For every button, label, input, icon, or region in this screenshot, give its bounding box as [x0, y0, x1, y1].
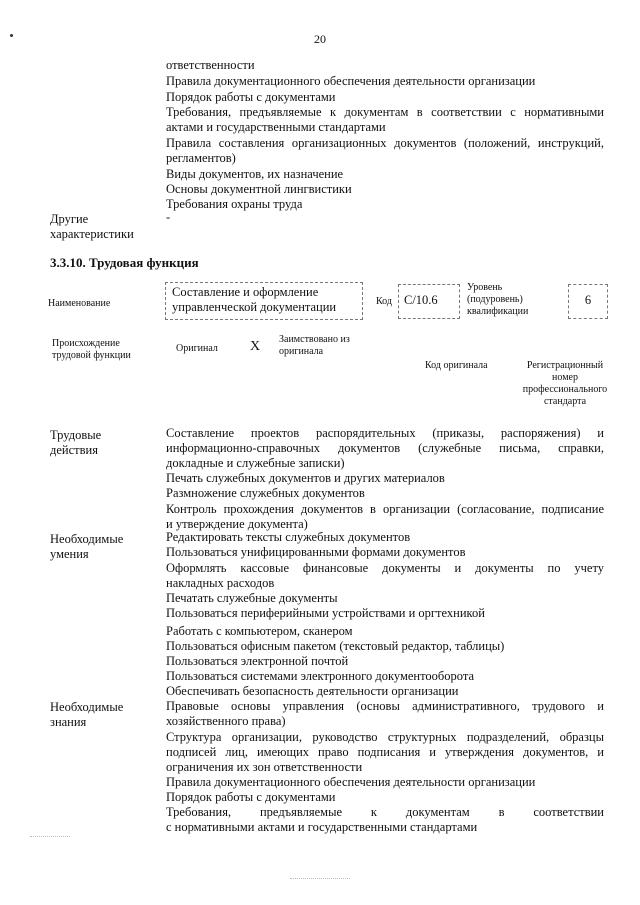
name-label: Наименование — [48, 298, 111, 309]
level-value: 6 — [584, 293, 592, 307]
list-item: Оформлять кассовые финансовые документы и документы по учету — [166, 561, 604, 575]
list-item: Требования, предъявляемые к документам в соответствии — [166, 805, 604, 819]
original-label: Оригинал — [176, 343, 218, 354]
list-item: накладных расходов — [166, 576, 275, 590]
list-item: подписей лиц, имеющих право подписания и утверждения документов, и — [166, 745, 604, 759]
list-item: Порядок работы с документами — [166, 90, 336, 104]
list-item: Виды документов, их назначение — [166, 167, 344, 181]
labor-actions-label: Трудовые действия — [50, 428, 102, 457]
list-item: и утверждение документа) — [166, 517, 308, 531]
list-item: Порядок работы с документами — [166, 790, 336, 804]
original-mark: X — [250, 339, 261, 354]
borrowed-label: Заимствовано из оригинала — [279, 334, 350, 357]
level-value-box — [568, 284, 608, 319]
list-item: Правовые основы управления (основы административного, трудового и — [166, 699, 604, 713]
list-item: Правила документационного обеспечения деятельности организации — [166, 74, 536, 88]
list-item: с нормативными актами и государственными стандартами — [166, 820, 478, 834]
list-item: Обеспечивать безопасность деятельности организации — [166, 684, 459, 698]
origin-label: Происхождение трудовой функции — [52, 338, 131, 361]
list-item: Печать служебных документов и других материалов — [166, 471, 445, 485]
section-heading: 3.3.10. Трудовая функция — [50, 255, 199, 270]
list-item: Размножение служебных документов — [166, 486, 365, 500]
list-item: Правила составления организационных документов (положений, инструкций, — [166, 136, 604, 150]
name-value-line: Составление и оформление — [172, 285, 319, 299]
scan-artifact — [30, 836, 70, 837]
list-item: Требования охраны труда — [166, 197, 303, 211]
list-item: Пользоваться унифицированными формами документов — [166, 545, 466, 559]
list-item: Редактировать тексты служебных документов — [166, 530, 411, 544]
list-item: Составление проектов распорядительных (приказы, распоряжения) и — [166, 426, 604, 440]
scan-artifact — [290, 878, 350, 879]
list-item: хозяйственного права) — [166, 714, 286, 728]
code-value: С/10.6 — [404, 293, 438, 307]
page-number: 20 — [314, 32, 326, 46]
list-item: Пользоваться электронной почтой — [166, 654, 349, 668]
list-item: Пользоваться офисным пакетом (текстовый редактор, таблицы) — [166, 639, 505, 653]
list-item: ответственности — [166, 58, 255, 72]
code-original-label: Код оригинала — [425, 360, 488, 371]
level-label: Уровень (подуровень) квалификации — [467, 282, 529, 317]
list-item: Структура организации, руководство структурных подразделений, образцы — [166, 730, 604, 744]
other-characteristics-label: Другие характеристики — [50, 212, 134, 241]
list-item: Работать с компьютером, сканером — [166, 624, 353, 638]
list-item: актами и государственными стандартами — [166, 120, 386, 134]
name-value-line: управленческой документации — [172, 300, 337, 314]
list-item: ограничения их зон ответственности — [166, 760, 363, 774]
list-item: информационно-справочных документов (служебные письма, справки, — [166, 441, 604, 455]
list-item: докладные и служебные записки) — [166, 456, 345, 470]
list-item: Требования, предъявляемые к документам в соответствии с нормативными — [166, 105, 604, 119]
code-label: Код — [376, 296, 392, 307]
list-item: Основы документной лингвистики — [166, 182, 352, 196]
knowledge-label: Необходимые знания — [50, 700, 124, 729]
skills-label: Необходимые умения — [50, 532, 124, 561]
list-item: Печатать служебные документы — [166, 591, 338, 605]
code-value-box — [398, 284, 460, 319]
list-item: Пользоваться периферийными устройствами и оргтехникой — [166, 606, 485, 620]
scan-dot — [10, 34, 13, 37]
other-characteristics-value: - — [166, 210, 171, 224]
list-item: Правила документационного обеспечения деятельности организации — [166, 775, 536, 789]
list-item: Пользоваться системами электронного документооборота — [166, 669, 475, 683]
list-item: регламентов) — [166, 151, 236, 165]
name-value-box — [165, 282, 363, 320]
list-item: Контроль прохождения документов в организации (согласование, подписание — [166, 502, 604, 516]
reg-number-label: Регистрационный номер профессионального стандарта — [522, 360, 608, 407]
